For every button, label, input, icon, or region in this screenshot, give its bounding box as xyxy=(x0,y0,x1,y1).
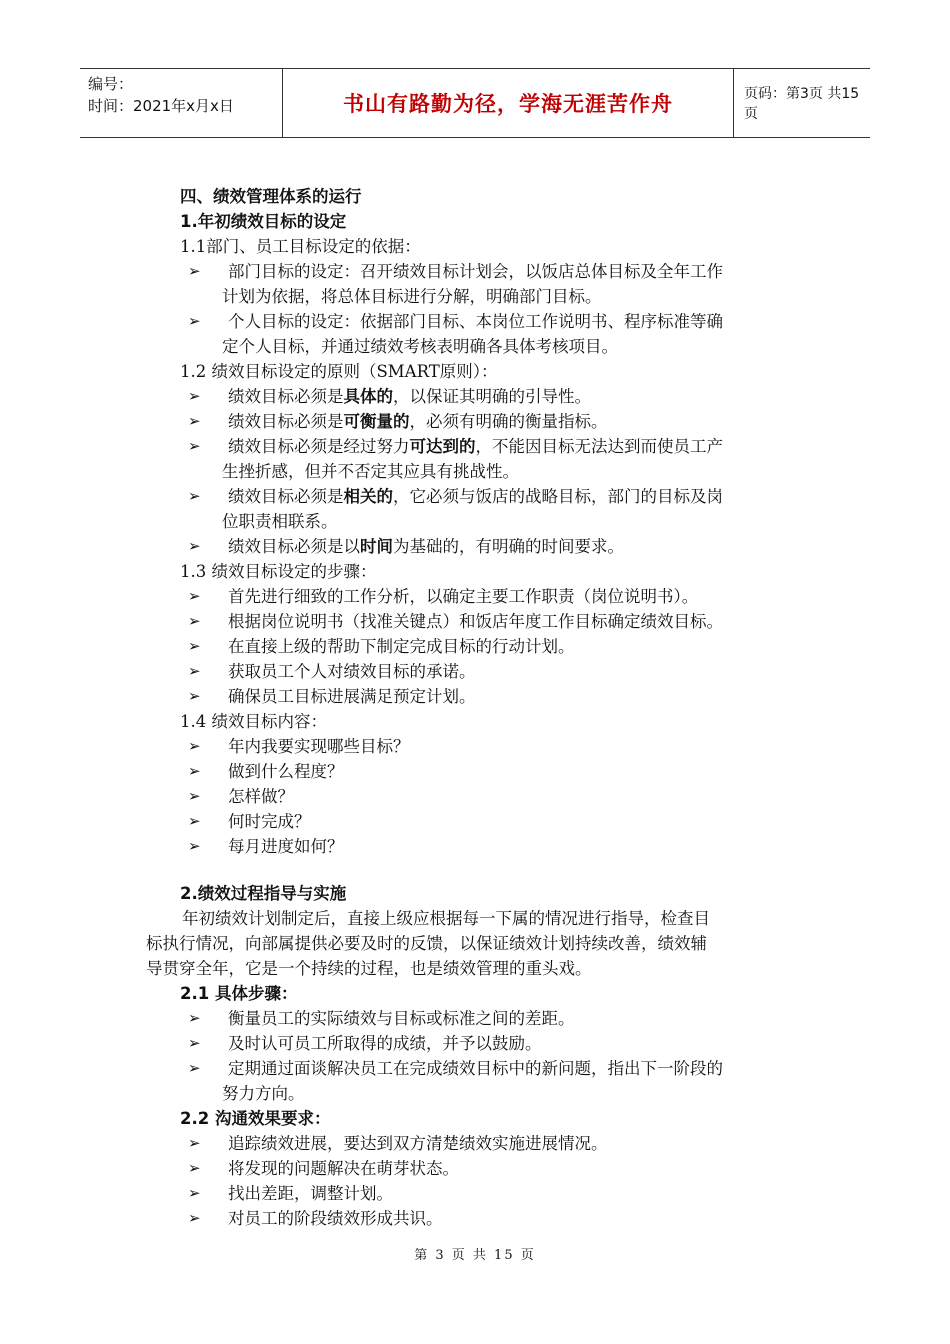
bullet-arrow-icon: ➢ xyxy=(188,612,201,630)
bullet-arrow-icon: ➢ xyxy=(188,487,201,505)
list-item-text: ，不能因目标无法达到而使员工产 xyxy=(475,437,723,456)
bullet-arrow-icon: ➢ xyxy=(188,1034,201,1052)
paragraph-line: 年初绩效计划制定后，直接上级应根据每一下属的情况进行指导，检查目 xyxy=(182,909,710,928)
list-item: 根据岗位说明书（找准关键点）和饭店年度工作目标确定绩效目标。 xyxy=(228,612,723,631)
date-label: 时间：2021年x月x日 xyxy=(88,97,234,115)
list-item: 将发现的问题解决在萌芽状态。 xyxy=(228,1159,459,1178)
list-item xyxy=(228,384,591,409)
motto: 书山有路勤为径，学海无涯苦作舟 xyxy=(343,92,673,116)
subsection-title: 1.年初绩效目标的设定 xyxy=(180,212,347,231)
list-item-text: 绩效目标必须是 xyxy=(228,412,344,431)
bullet-arrow-icon: ➢ xyxy=(188,837,201,855)
header-motto-cell xyxy=(282,69,734,137)
bullet-arrow-icon: ➢ xyxy=(188,1184,201,1202)
bullet-arrow-icon: ➢ xyxy=(188,312,201,330)
list-item: 怎样做？ xyxy=(228,787,294,806)
emphasis-text: 时间 xyxy=(360,537,393,556)
bullet-arrow-icon: ➢ xyxy=(188,687,201,705)
subsection-heading: 2.2 沟通效果要求： xyxy=(180,1109,331,1128)
list-item: 何时完成？ xyxy=(228,812,311,831)
list-item-text: ，以保证其明确的引导性。 xyxy=(393,387,591,406)
list-item: 找出差距，调整计划。 xyxy=(228,1184,393,1203)
code-label: 编号： xyxy=(88,75,134,93)
page-footer: 第 3 页 共 15 页 xyxy=(414,1248,536,1263)
list-item: 及时认可员工所取得的成绩，并予以鼓励。 xyxy=(228,1034,542,1053)
bullet-arrow-icon: ➢ xyxy=(188,1159,201,1177)
header-page-cell xyxy=(734,69,870,137)
list-item: 个人目标的设定：依据部门目标、本岗位工作说明书、程序标准等确 xyxy=(228,312,723,331)
list-item: 计划为依据，将总体目标进行分解，明确部门目标。 xyxy=(222,287,602,306)
list-item: 努力方向。 xyxy=(222,1084,305,1103)
bullet-arrow-icon: ➢ xyxy=(188,437,201,455)
subsection-title: 2.绩效过程指导与实施 xyxy=(180,884,347,903)
header-meta xyxy=(80,69,282,137)
bullet-arrow-icon: ➢ xyxy=(188,537,201,555)
bullet-arrow-icon: ➢ xyxy=(188,662,201,680)
list-item xyxy=(228,484,723,509)
emphasis-text: 可达到的 xyxy=(409,437,476,456)
paragraph-line: 标执行情况，向部属提供必要及时的反馈，以保证绩效计划持续改善，绩效辅 xyxy=(146,934,707,953)
paragraph-line: 导贯穿全年，它是一个持续的过程，也是绩效管理的重头戏。 xyxy=(146,959,592,978)
list-item-text: 为基础的，有明确的时间要求。 xyxy=(393,537,624,556)
bullet-arrow-icon: ➢ xyxy=(188,1059,201,1077)
page-label: 页码：第3页 共15页 xyxy=(744,86,860,122)
bullet-arrow-icon: ➢ xyxy=(188,812,201,830)
emphasis-text: 相关的 xyxy=(343,487,393,506)
bullet-arrow-icon: ➢ xyxy=(188,1209,201,1227)
list-item-text: 绩效目标必须是 xyxy=(228,487,344,506)
list-item: 确保员工目标进展满足预定计划。 xyxy=(228,687,476,706)
list-item: 定个人目标，并通过绩效考核表明确各具体考核项目。 xyxy=(222,337,618,356)
list-item-text: ，必须有明确的衡量指标。 xyxy=(409,412,608,431)
bullet-arrow-icon: ➢ xyxy=(188,1134,201,1152)
section-title: 四、绩效管理体系的运行 xyxy=(180,187,362,206)
emphasis-text: 具体的 xyxy=(343,387,393,406)
subsection-heading: 1.4 绩效目标内容： xyxy=(180,712,327,731)
subsection-heading: 1.3 绩效目标设定的步骤： xyxy=(180,562,377,581)
list-item: 位职责相联系。 xyxy=(222,512,338,531)
list-item: 在直接上级的帮助下制定完成目标的行动计划。 xyxy=(228,637,575,656)
list-item-text: 绩效目标必须是以 xyxy=(228,537,360,556)
bullet-arrow-icon: ➢ xyxy=(188,737,201,755)
bullet-arrow-icon: ➢ xyxy=(188,787,201,805)
list-item: 年内我要实现哪些目标？ xyxy=(228,737,410,756)
list-item xyxy=(228,534,624,559)
subsection-heading: 1.1部门、员工目标设定的依据： xyxy=(180,237,421,256)
list-item: 获取员工个人对绩效目标的承诺。 xyxy=(228,662,476,681)
list-item xyxy=(228,409,608,434)
list-item: 定期通过面谈解决员工在完成绩效目标中的新问题，指出下一阶段的 xyxy=(228,1059,723,1078)
list-item: 首先进行细致的工作分析，以确定主要工作职责（岗位说明书）。 xyxy=(228,587,699,606)
bullet-arrow-icon: ➢ xyxy=(188,637,201,655)
list-item: 对员工的阶段绩效形成共识。 xyxy=(228,1209,443,1228)
subsection-heading: 2.1 具体步骤： xyxy=(180,984,298,1003)
bullet-arrow-icon: ➢ xyxy=(188,262,201,280)
bullet-arrow-icon: ➢ xyxy=(188,412,201,430)
page-header xyxy=(80,68,870,138)
list-item-text: ，它必须与饭店的战略目标，部门的目标及岗 xyxy=(393,487,723,506)
list-item: 生挫折感，但并不否定其应具有挑战性。 xyxy=(222,462,519,481)
list-item: 每月进度如何？ xyxy=(228,837,344,856)
list-item: 部门目标的设定：召开绩效目标计划会，以饭店总体目标及全年工作 xyxy=(228,262,723,281)
emphasis-text: 可衡量的 xyxy=(343,412,410,431)
list-item-text: 绩效目标必须是 xyxy=(228,387,344,406)
list-item: 衡量员工的实际绩效与目标或标准之间的差距。 xyxy=(228,1009,575,1028)
list-item: 做到什么程度？ xyxy=(228,762,344,781)
subsection-heading: 1.2 绩效目标设定的原则（SMART原则）： xyxy=(180,362,498,381)
list-item: 追踪绩效进展，要达到双方清楚绩效实施进展情况。 xyxy=(228,1134,608,1153)
bullet-arrow-icon: ➢ xyxy=(188,1009,201,1027)
bullet-arrow-icon: ➢ xyxy=(188,762,201,780)
bullet-arrow-icon: ➢ xyxy=(188,387,201,405)
list-item-text: 绩效目标必须是经过努力 xyxy=(228,437,410,456)
list-item xyxy=(228,434,723,459)
bullet-arrow-icon: ➢ xyxy=(188,587,201,605)
